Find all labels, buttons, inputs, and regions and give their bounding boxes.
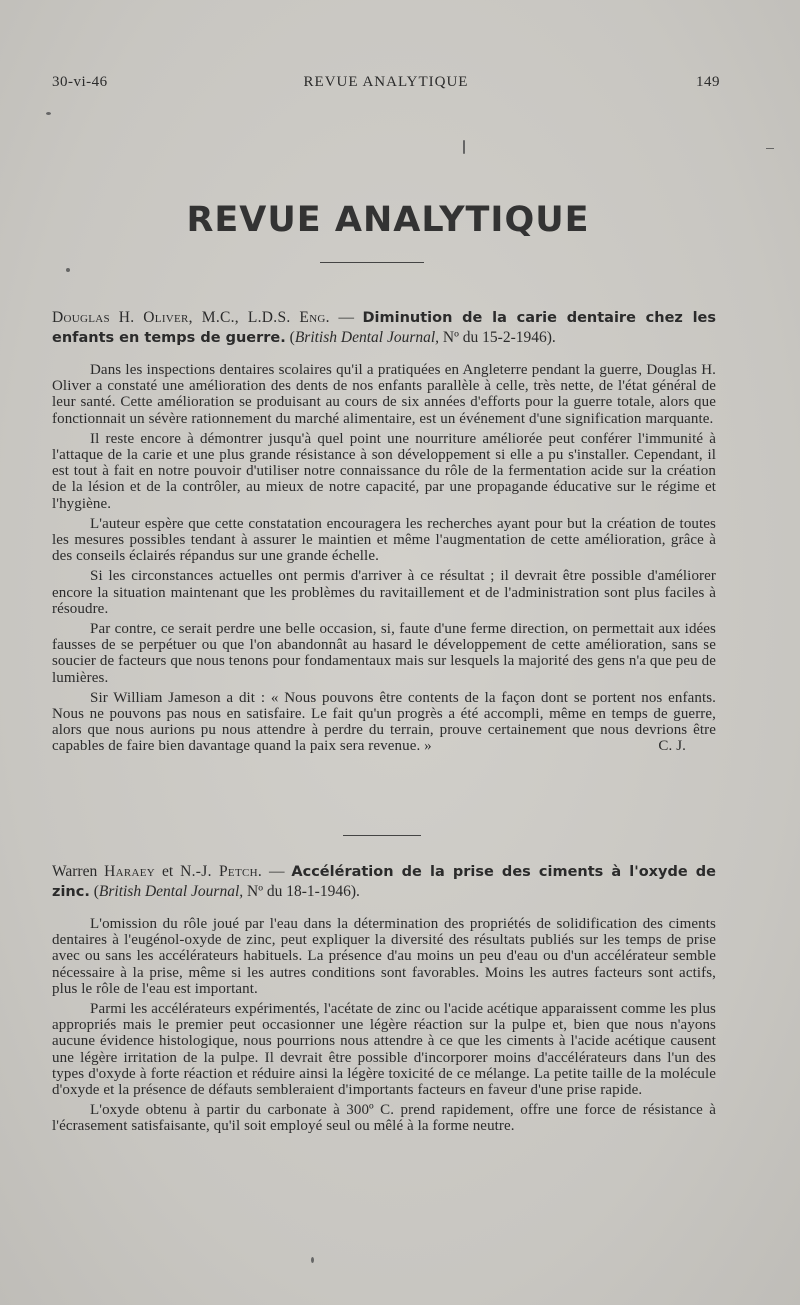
article-2-subject: Accélération de la prise des ciments à l'oxyde de zinc. (52, 864, 716, 900)
dust-speck (66, 268, 70, 272)
title-rule (320, 262, 424, 263)
running-head-title: REVUE ANALYTIQUE (303, 74, 469, 90)
article-1-paragraph: Dans les inspections dentaires scolaires qu'il a pratiquées en Angleterre pendant la guerre, Douglas H. Oliver a constaté une amélioration des dents de nos enfants parallèle à celle, très nette, de l'état général de leur santé. Cette amélioration se produisant au cours de six années d'efforts pour la guerre totale, alors que fonctionnait un sévère rationnement du marché alimentaire, est un événement d'une signification marquante. (52, 362, 716, 427)
section-rule (343, 835, 421, 836)
article-2-author-conj: et (162, 863, 174, 880)
article-2-body (52, 916, 716, 1135)
article-1-author: Douglas H. Oliver, M.C., L.D.S. Eng. (52, 309, 330, 326)
article-1-subject: Diminution de la carie dentaire chez les enfants en temps de guerre. (52, 310, 717, 346)
article-2 (52, 862, 716, 1135)
article-1-dash: — (338, 309, 354, 326)
article-2-author-last: Haraey (104, 863, 156, 880)
article-2-paragraph: L'oxyde obtenu à partir du carbonate à 300º C. prend rapidement, offre une force de résistance à l'écrasement satisfaisante, qu'il soit employé seul ou mêlé à la forme neutre. (52, 1102, 716, 1135)
article-2-author2: N.-J. Petch. (180, 863, 263, 880)
running-head (52, 74, 720, 94)
dust-speck (311, 1257, 314, 1263)
dust-speck (463, 140, 465, 154)
article-1-header (52, 308, 716, 348)
article-1-source-journal: British Dental Journal, (294, 329, 440, 346)
article-2-paragraph: L'omission du rôle joué par l'eau dans la détermination des propriétés de solidification des ciments dentaires à l'eugénol-oxyde de zinc, peut expliquer la diversité des résultats publiés sur les temps de prise avec ou sans les accélérateurs habituels. La présence d'au moins un peu d'eau ou d'un accélérateur semble nécessaire à la prise, même si les autres conditions sont favorables. Moins les autres facteurs sont actifs, plus le rôle de l'eau est important. (52, 916, 716, 997)
article-1-body (52, 362, 716, 755)
article-1-quote: Sir William Jameson a dit : « Nous pouvons être contents de la façon dont se portent nos enfants. Nous ne pouvons pas nous en satisfaire. Le fait qu'un progrès a été accompli, même en temps de guerre, alors que nous aurions pu nous attendre à perdre du terrain, prouve certainement que nous devrions être capables de faire bien davantage quand la paix sera revenue. » (52, 689, 716, 755)
article-2-source-ref: Nº du 18-1-1946). (247, 883, 360, 900)
article-1-paragraph: Si les circonstances actuelles ont permis d'arriver à ce résultat ; il devrait être possible d'améliorer encore la situation maintenant que les problèmes du ravitaillement et de l'administration sont plus faciles à résoudre. (52, 568, 716, 617)
article-2-source-open: ( (93, 883, 99, 900)
article-1-paragraph-last (52, 690, 716, 755)
issue-date: 30-vi-46 (52, 74, 108, 90)
page-title: REVUE ANALYTIQUE (186, 200, 590, 240)
article-1 (52, 308, 716, 755)
page-number: 149 (696, 74, 720, 90)
article-1-paragraph: L'auteur espère que cette constatation encouragera les recherches ayant pour but la création de toutes les mesures possibles tendant à assurer le maintien et même l'augmentation de cette amélioration, grâce à des conseils éclairés répandus sur une grande échelle. (52, 515, 716, 565)
article-1-paragraph: Par contre, ce serait perdre une belle occasion, si, faute d'une ferme direction, on permettait aux idées fausses de se perpétuer ou que l'on abandonnât au hasard le développement de cette amélioration, sans se soucier de facteurs que nous tenons pour fondamentaux mais sur lesquels la majorité des gens n'a que peu de lumières. (52, 621, 716, 686)
article-1-paragraph: Il reste encore à démontrer jusqu'à quel point une nourriture améliorée peut conférer l'immunité à l'attaque de la carie et une plus grande résistance à son développement si elle a pu s'installer. Cependant, il est tout à fait en notre pouvoir d'utiliser notre connaissance du rôle de la fermentation acide sur la création de la lésion et de la contrôler, au mieux de notre capacité, par une propagande éducative sur le régime et l'hygiène. (52, 430, 716, 512)
dust-speck (766, 148, 774, 149)
article-2-dash: — (268, 863, 285, 880)
article-2-author-first: Warren (52, 863, 98, 880)
article-2-header (52, 862, 716, 902)
article-2-paragraph: Parmi les accélérateurs expérimentés, l'acétate de zinc ou l'acide acétique apparaissent comme les plus appropriés mais le premier peut occasionner une légère réaction sur la pulpe et, bien que nous n'ayons aucune évidence histologique, nous pourrions nous attendre à ce que les ciments à l'acide acétique causent une légère irritation de la pulpe. Il devrait être possible d'incorporer moins d'accélérateurs dans l'un des types d'oxyde à forte réaction et réduire ainsi la légère toxicité de ce mélange. La petite taille de la molécule d'oxyde et la présence de défauts sembleraient d'importants facteurs en faveur d'une prise rapide. (52, 1001, 716, 1099)
dust-speck (46, 112, 51, 115)
article-2-source-journal: British Dental Journal, (98, 883, 244, 900)
article-1-signature: C. J. (658, 738, 686, 755)
article-1-source-ref: Nº du 15-2-1946). (442, 329, 556, 346)
article-1-source-open: ( (289, 329, 295, 346)
